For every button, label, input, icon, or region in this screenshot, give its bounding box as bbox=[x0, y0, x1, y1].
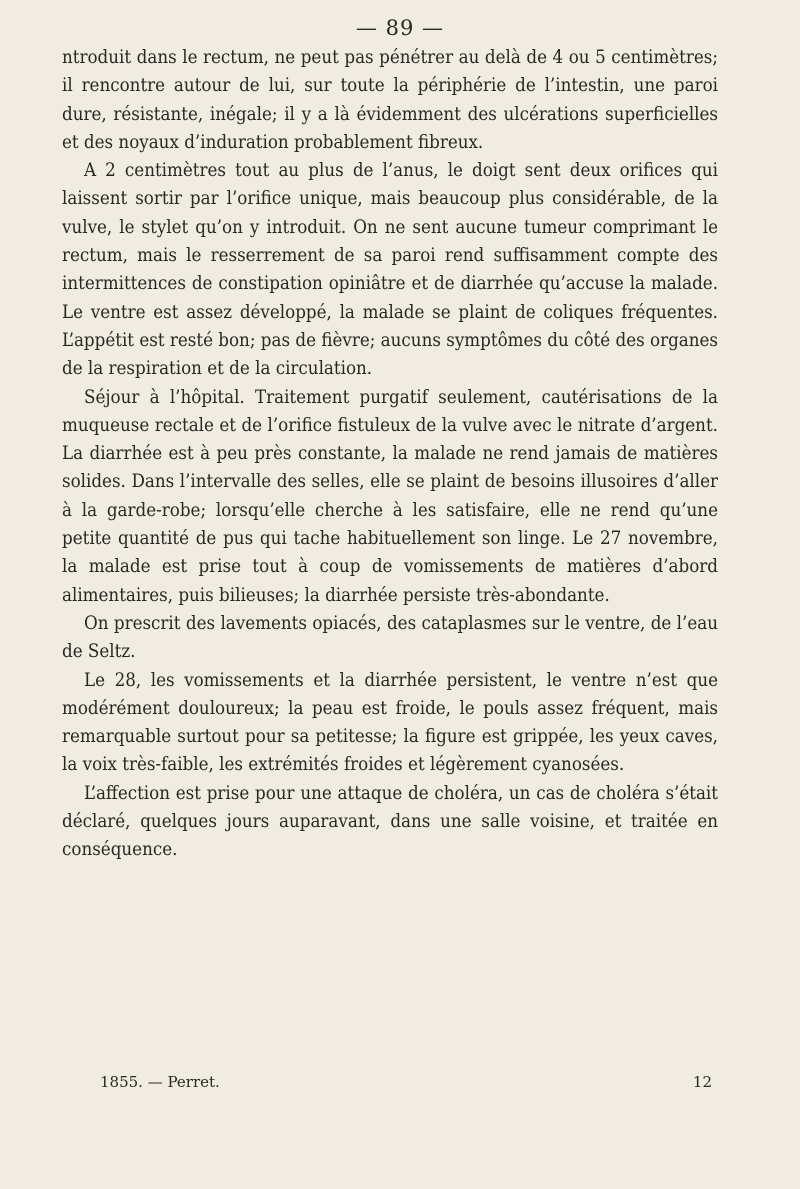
body-text bbox=[62, 44, 718, 865]
paragraph-1: ntroduit dans le rectum, ne peut pas pénétrer au delà de 4 ou 5 centimètres; il rencontre autour de lui, sur toute la périphérie de l’intestin, une paroi dure, résistante, inégale; il y a là évidemment des ulcérations superficielles et des noyaux d’induration probablement fibreux. bbox=[62, 47, 718, 153]
paragraph-3: Séjour à l’hôpital. Traitement purgatif seulement, cautérisations de la muqueuse rectale et de l’orifice fistuleux de la vulve avec le nitrate d’argent. La diarrhée est à peu près constante, la malade ne rend jamais de matières solides. Dans l’intervalle des selles, elle se plaint de besoins illusoires d’aller à la garde-robe; lorsqu’elle cherche à les satisfaire, elle ne rend qu’une petite quantité de pus qui tache habituellement son linge. Le 27 novembre, la malade est prise tout à coup de vomissements de matières d’abord alimentaires, puis bilieuses; la diarrhée persiste très-abondante. bbox=[62, 386, 718, 606]
paragraph-4: On prescrit des lavements opiacés, des cataplasmes sur le ventre, de l’eau de Seltz. bbox=[62, 612, 718, 663]
footer-signature: 1855. — Perret. bbox=[100, 1073, 220, 1091]
paragraph-2: A 2 centimètres tout au plus de l’anus, le doigt sent deux orifices qui laissent sortir par l’orifice unique, mais beaucoup plus considérable, de la vulve, le stylet qu’on y introduit. On ne sent aucune tumeur comprimant le rectum, mais le resserrement de sa paroi rend suffisamment compte des intermittences de constipation opiniâtre et de diarrhée qu’accuse la malade. Le ventre est assez développé, la malade se plaint de coliques fréquentes. L’appétit est resté bon; pas de fièvre; aucuns symptômes du côté des organes de la respiration et de la circulation. bbox=[62, 160, 718, 380]
paragraph-6: L’affection est prise pour une attaque de choléra, un cas de choléra s’était déclaré, quelques jours auparavant, dans une salle voisine, et traitée en conséquence. bbox=[62, 782, 718, 861]
signature-mark: 12 bbox=[692, 1073, 712, 1091]
paragraph-5: Le 28, les vomissements et la diarrhée persistent, le ventre n’est que modérément douloureux; la peau est froide, le pouls assez fréquent, mais remarquable surtout pour sa petitesse; la figure est grippée, les yeux caves, la voix très-faible, les extrémités froides et légèrement cyanosées. bbox=[62, 669, 718, 776]
page-number-header: — 89 — bbox=[355, 16, 445, 40]
page-footer bbox=[62, 1073, 718, 1091]
